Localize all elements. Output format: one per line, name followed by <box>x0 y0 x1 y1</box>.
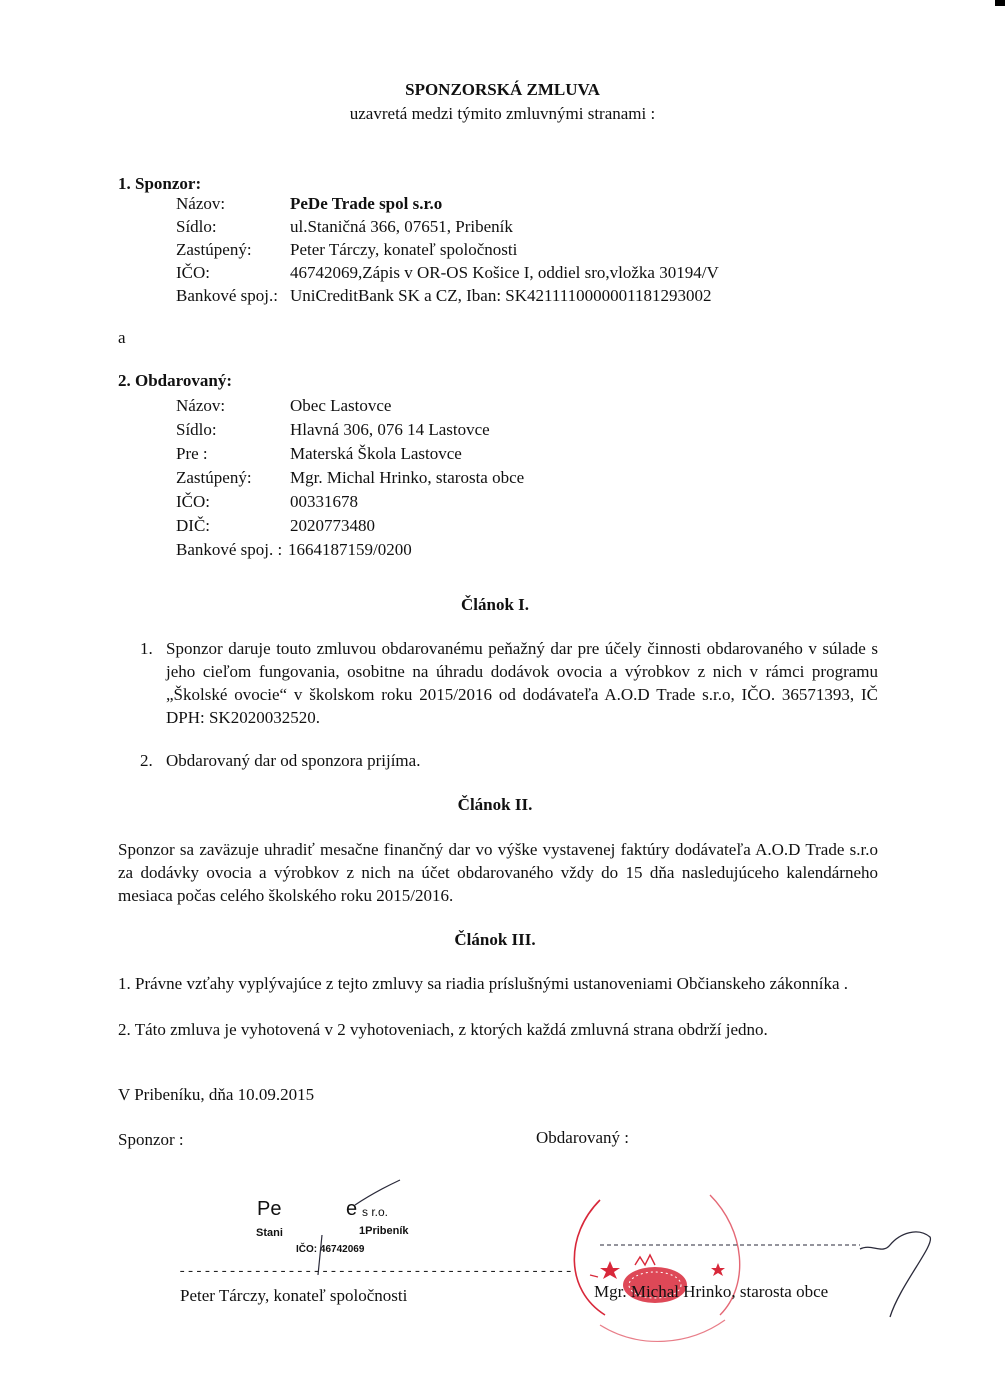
sponsor-row-value: PeDe Trade spol s.r.o <box>290 194 443 213</box>
sponsor-stamp-line3: IČO: 46742069 <box>296 1244 365 1255</box>
sponsor-row-value: ul.Staničná 366, 07651, Pribeník <box>290 217 513 236</box>
sponsor-row-label: Názov: <box>176 194 226 213</box>
sponsor-row-label: Bankové spoj.: <box>176 286 278 305</box>
article-1-item-text: Obdarovaný dar od sponzora prijíma. <box>166 751 421 770</box>
recipient-row-label: Sídlo: <box>176 420 217 439</box>
recipient-row-for <box>176 444 524 468</box>
recipient-row-value: 00331678 <box>290 492 358 511</box>
recipient-row-name <box>176 396 524 420</box>
recipient-row-seat <box>176 420 524 444</box>
sponsor-stamp-line2a: Stani <box>256 1227 283 1239</box>
article-1-item <box>140 749 878 772</box>
article-3-item-1: 1. Právne vzťahy vyplývajúce z tejto zmluvy sa riadia príslušnými ustanoveniami Občianskeho zákonníka . <box>118 974 849 993</box>
recipient-row-value: Obec Lastovce <box>290 396 392 415</box>
recipient-row-ico <box>176 492 524 516</box>
sponsor-signature-label: Sponzor : <box>118 1130 184 1149</box>
scan-edge-mark <box>995 0 1005 6</box>
recipient-signature-stroke <box>600 1225 940 1335</box>
recipient-row-label: DIČ: <box>176 516 210 535</box>
sponsor-row-name <box>176 194 719 217</box>
article-1-item-text: Sponzor daruje touto zmluvou obdarovanému peňažný dar pre účely činnosti obdarovaného v súlade s jeho cieľom fungovania, osobitne na úhradu dodávok ovocia a výrobkov z nich v rámci programu „Školské ovocie“ v školskom roku 2015/2016 od dodávateľa A.O.D Trade s.r.o, IČO. 36571393, IČ DPH: SK2020032520. <box>166 639 878 727</box>
sponsor-row-representative <box>176 240 719 263</box>
sponsor-heading: 1. Sponzor: <box>118 174 202 193</box>
connector-text: a <box>118 328 126 347</box>
recipient-signature-label: Obdarovaný : <box>536 1128 630 1147</box>
sponsor-row-value: UniCreditBank SK a CZ, Iban: SK4211110000001181293002 <box>290 286 712 305</box>
recipient-details <box>176 396 524 564</box>
recipient-row-representative <box>176 468 524 492</box>
recipient-row-value: 1664187159/0200 <box>288 540 412 559</box>
article-1-item-number: 1. <box>140 639 153 658</box>
recipient-row-value: Mgr. Michal Hrinko, starosta obce <box>290 468 525 487</box>
recipient-row-dic <box>176 516 524 540</box>
recipient-row-value: 2020773480 <box>290 516 375 535</box>
article-2-text: Sponzor sa zaväzuje uhradiť mesačne finančný dar vo výške vystavenej faktúry dodávateľa A.O.D Trade s.r.o za dodávky ovocia a výrobkov z nich na účet obdarovaného vždy do 15 dňa nasledujúceho kalendárneho mesiaca počas celého školského roku 2015/2016. <box>118 840 878 905</box>
sponsor-row-bank <box>176 286 719 309</box>
recipient-signatory-name: Mgr. Michal Hrinko, starosta obce <box>594 1282 829 1301</box>
recipient-heading: 2. Obdarovaný: <box>118 371 232 390</box>
recipient-row-label: Zastúpený: <box>176 468 252 487</box>
recipient-row-label: Pre : <box>176 444 208 463</box>
document-subtitle: uzavretá medzi týmito zmluvnými stranami : <box>349 104 656 123</box>
sponsor-stamp-line1c: s r.o. <box>362 1205 389 1219</box>
sponsor-row-label: Sídlo: <box>176 217 217 236</box>
article-1-item <box>140 637 878 729</box>
sponsor-details <box>176 194 719 309</box>
article-1-item-1 <box>140 637 878 729</box>
recipient-row-label: Názov: <box>176 396 226 415</box>
sponsor-signature-line: ----------------------------------------------- <box>178 1264 573 1280</box>
place-and-date: V Pribeníku, dňa 10.09.2015 <box>118 1085 315 1104</box>
recipient-row-bank <box>176 540 524 564</box>
article-3-heading: Článok III. <box>454 930 536 949</box>
recipient-row-value: Hlavná 306, 076 14 Lastovce <box>290 420 490 439</box>
sponsor-row-seat <box>176 217 719 240</box>
sponsor-stamp-line1b: e <box>346 1198 358 1220</box>
document-title: SPONZORSKÁ ZMLUVA <box>405 80 600 99</box>
recipient-row-label: Bankové spoj. : <box>176 540 283 559</box>
sponsor-row-label: Zastúpený: <box>176 240 252 259</box>
article-1-item-2 <box>140 749 878 772</box>
sponsor-row-value: Peter Tárczy, konateľ spoločnosti <box>290 240 518 259</box>
article-2-heading: Článok II. <box>457 795 533 814</box>
article-1-item-number: 2. <box>140 751 153 770</box>
sponsor-row-ico <box>176 263 719 286</box>
sponsor-stamp-line2b: 1Pribeník <box>359 1225 409 1237</box>
article-1-heading: Článok I. <box>460 595 530 614</box>
sponsor-signatory-name: Peter Tárczy, konateľ spoločnosti <box>180 1286 408 1305</box>
article-3-item-2: 2. Táto zmluva je vyhotovená v 2 vyhotoveniach, z ktorých každá zmluvná strana obdrží jedno. <box>118 1020 768 1039</box>
sponsor-row-label: IČO: <box>176 263 210 282</box>
recipient-row-value: Materská Škola Lastovce <box>290 444 462 463</box>
sponsor-stamp-line1a: Pe <box>257 1198 282 1220</box>
sponsor-row-value: 46742069,Zápis v OR-OS Košice I, oddiel sro,vložka 30194/V <box>290 263 719 282</box>
recipient-row-label: IČO: <box>176 492 210 511</box>
